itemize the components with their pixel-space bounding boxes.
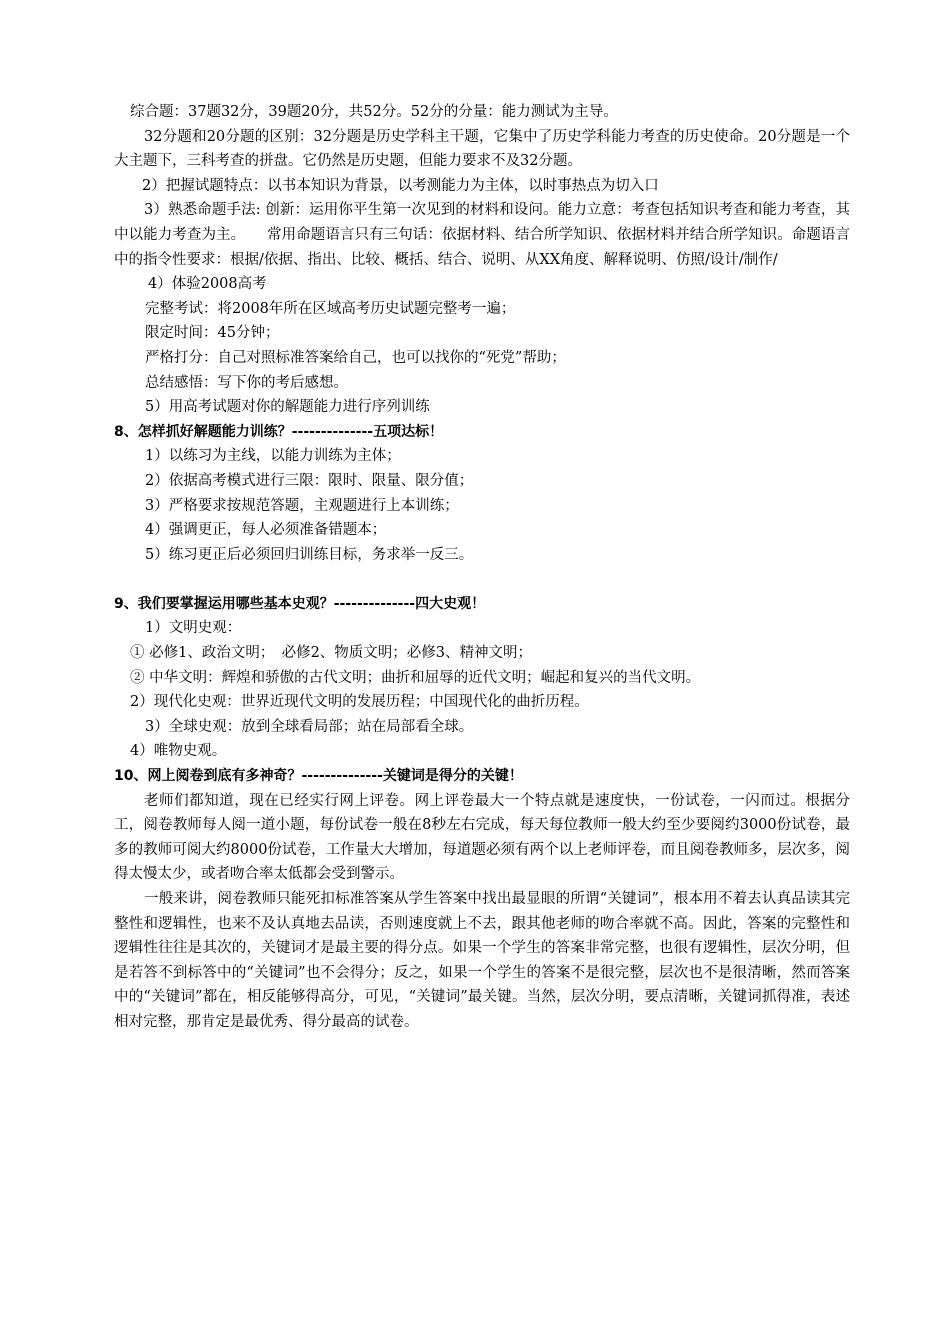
paragraph-line: 2）把握试题特点：以书本知识为背景，以考测能力为主体，以时事热点为切入口: [142, 177, 659, 194]
paragraph: 3）熟悉命题手法: 创新：运用你平生第一次见到的材料和设问。能力立意：考查包括知识考查和能力考查，其中以能力考查为主。 常用命题语言只有三句话：依据材料、结合所学知识、依据材料并结合所学知识。命题语言中的指令性要求：根据/依据、指出、比较、概括、结合、说明、从XX角度、解释说明、仿照/设计/制作/: [114, 202, 850, 268]
list-item: 2）现代化史观：世界近现代文明的发展历程；中国现代化的曲折历程。: [130, 694, 589, 711]
paragraph: 老师们都知道，现在已经实行网上评卷。网上评卷最大一个特点就是速度快，一份试卷，一闪而过。根据分工，阅卷教师每人阅一道小题，每份试卷一般在8秒左右完成，每天每位教师一般大约至少要阅约3000份试卷，最多的教师可阅大约8000份试卷，工作量大大增加，每道题必须有两个以上老师评卷，而且阅卷教师多，层次多，阅得太慢太少，或者吻合率太低都会受到警示。: [114, 792, 850, 883]
list-item: 2）依据高考模式进行三限：限时、限量、限分值；: [145, 472, 474, 489]
list-item: 3）全球史观：放到全球看局部；站在局部看全球。: [145, 718, 474, 735]
list-item: 5）练习更正后必须回归训练目标，务求举一反三。: [145, 546, 474, 563]
section-heading: 9、我们要掌握运用哪些基本史观？--------------四大史观！: [114, 595, 486, 612]
paragraph-line: 严格打分：自己对照标准答案给自己，也可以找你的“死党”帮助；: [145, 349, 566, 366]
list-item: 4）强调更正，每人必须准备错题本；: [145, 522, 387, 539]
list-item: 4）唯物史观。: [130, 743, 227, 760]
paragraph: 一般来讲，阅卷教师只能死扣标准答案从学生答案中找出最显眼的所谓“关键词”，根本用不着去认真品读其完整性和逻辑性，也来不及认真地去品读，否则速度就上不去，跟其他老师的吻合率就不高。因此，答案的完整性和逻辑性往往是其次的，关键词才是最主要的得分点。如果一个学生的答案非常完整，也很有逻辑性，层次分明，但是若答不到标答中的“关键词”也不会得分；反之，如果一个学生的答案不是很完整，层次也不是很清晰，然而答案中的“关键词”都在，相反能够得高分，可见，“关键词”最关键。当然，层次分明，要点清晰，关键词抓得准，表述相对完整，那肯定是最优秀、得分最高的试卷。: [114, 891, 850, 1030]
list-item: 3）严格要求按规范答题，主观题进行上本训练；: [145, 497, 459, 514]
list-item: ① 必修1、政治文明； 必修2、物质文明；必修3、精神文明；: [130, 645, 533, 662]
paragraph-line: 综合题：37题32分，39题20分，共52分。52分的分量：能力测试为主导。: [130, 104, 618, 120]
paragraph-line: 总结感悟：写下你的考后感想。: [145, 374, 348, 391]
list-item: 1）文明史观：: [145, 620, 242, 637]
paragraph-line: 5）用高考试题对你的解题能力进行序列训练: [145, 399, 430, 416]
paragraph-line: 4）体验2008高考: [148, 276, 267, 293]
section-heading: 8、怎样抓好解题能力训练？--------------五项达标！: [114, 423, 444, 440]
list-item: 1）以练习为主线，以能力训练为主体；: [145, 448, 401, 465]
section-heading: 10、网上阅卷到底有多神奇？--------------关键词是得分的关键！: [114, 768, 523, 785]
paragraph-line: 限定时间：45分钟；: [145, 325, 280, 342]
paragraph: 32分题和20分题的区别：32分题是历史学科主干题，它集中了历史学科能力考查的历史使命。20分题是一个大主题下，三科考查的拼盘。它仍然是历史题，但能力要求不及32分题。: [114, 128, 850, 170]
blank-line: [114, 567, 850, 592]
paragraph-line: 完整考试：将2008年所在区域高考历史试题完整考一遍；: [145, 300, 516, 317]
document-body: [114, 100, 850, 1035]
list-item: ② 中华文明：辉煌和骄傲的古代文明；曲折和屈辱的近代文明；崛起和复兴的当代文明。: [130, 669, 701, 686]
